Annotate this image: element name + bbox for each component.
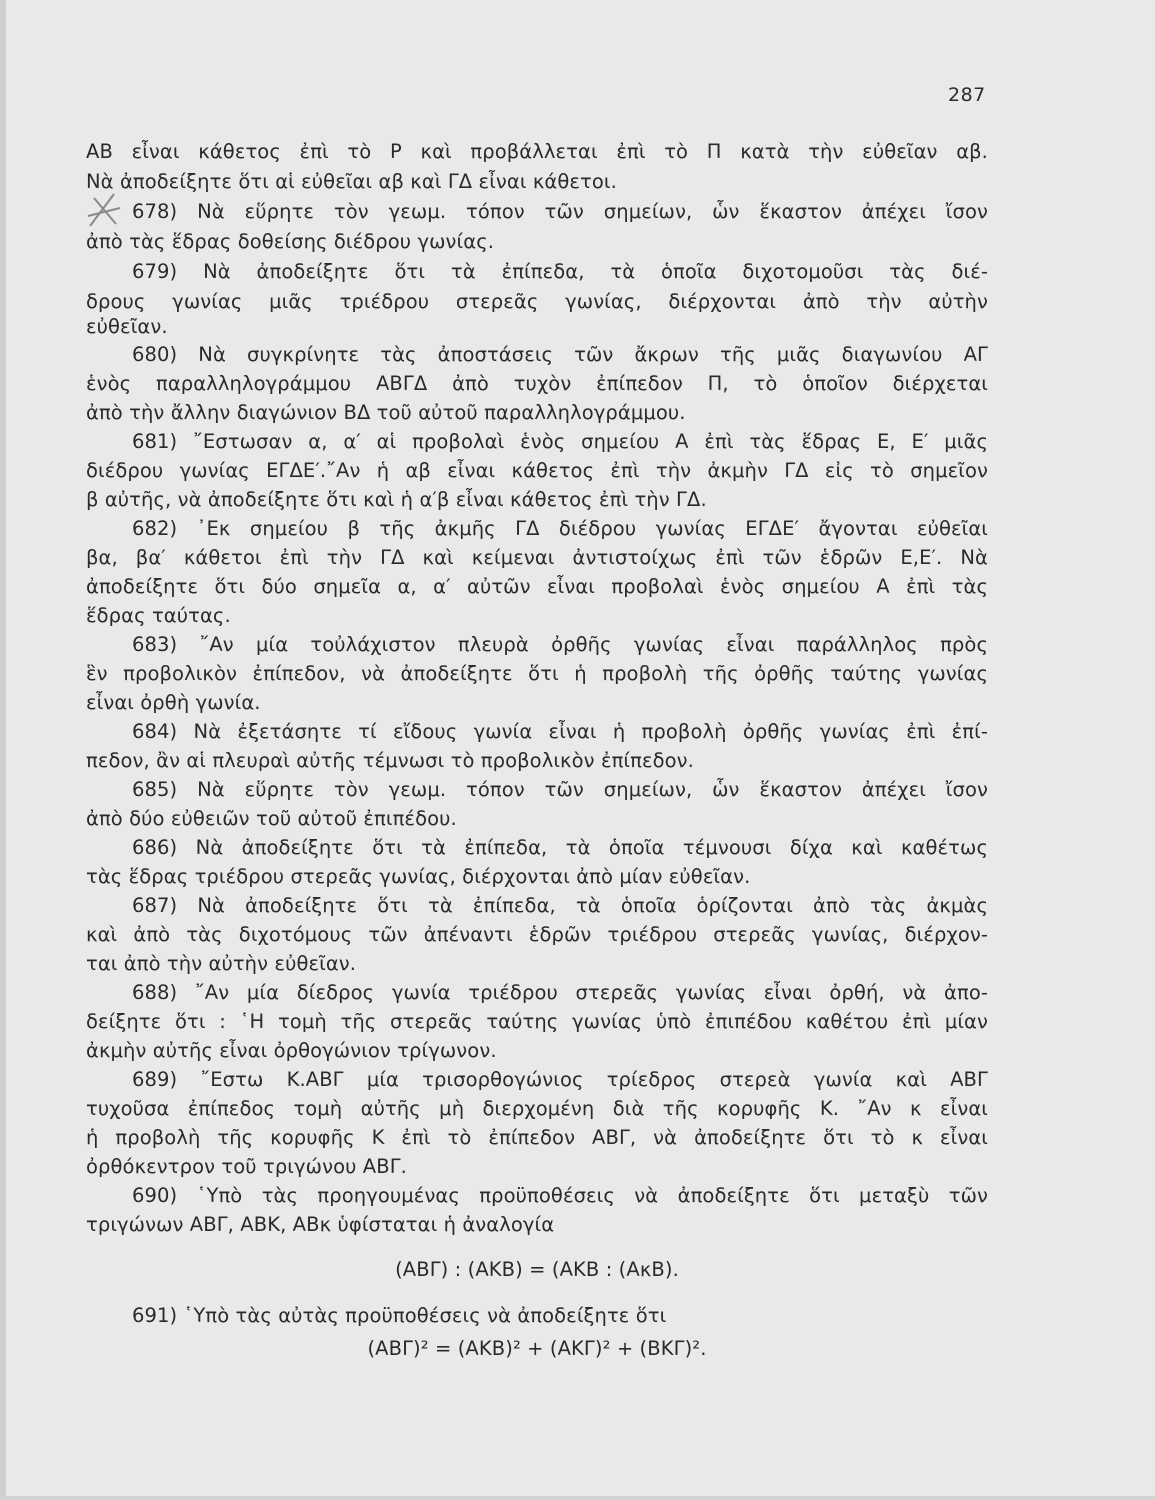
text-line: ἓν προβολικὸν ἐπίπεδον, νὰ ἀποδείξητε ὅτι ἡ προβολὴ τῆς ὀρθῆς ταύτης γωνίας [86, 662, 988, 685]
exercise-682: 682) ᾿Εκ σημείου β τῆς ἀκμῆς ΓΔ διέδρου γωνίας ΕΓΔΕ′ ἄγονται εὐθεῖαι [132, 517, 988, 540]
text-line: βα, βα′ κάθετοι ἐπὶ τὴν ΓΔ καὶ κείμεναι ἀντιστοίχως ἐπὶ τῶν ἑδρῶν Ε,Ε′. Νὰ [86, 546, 988, 569]
exercise-691: 691) ῾Υπὸ τὰς αὐτὰς προϋποθέσεις νὰ ἀποδείξητε ὅτι [132, 1304, 667, 1327]
text-line: τριγώνων ΑΒΓ, ΑΒΚ, ΑΒκ ὑφίσταται ἡ ἀναλογία [86, 1213, 555, 1236]
text-line: καὶ ἀπὸ τὰς διχοτόμους τῶν ἀπέναντι ἑδρῶν τριέδρου στερεᾶς γωνίας, διέρχον- [86, 923, 988, 946]
scan-edge-left [0, 0, 6, 1500]
exercise-683: 683) ῎Αν μία τοὐλάχιστον πλευρὰ ὀρθῆς γωνίας εἶναι παράλληλος πρὸς [132, 633, 988, 656]
text-line: εἶναι ὀρθὴ γωνία. [86, 691, 261, 714]
text-line: β αὐτῆς, νὰ ἀποδείξητε ὅτι καὶ ἡ α′β εἶναι κάθετος ἐπὶ τὴν ΓΔ. [86, 488, 707, 511]
text-line: πεδον, ἂν αἱ πλευραὶ αὐτῆς τέμνωσι τὸ προβολικὸν ἐπίπεδον. [86, 749, 694, 772]
exercise-680: 680) Νὰ συγκρίνητε τὰς ἀποστάσεις τῶν ἄκρων τῆς μιᾶς διαγωνίου ΑΓ [132, 343, 988, 366]
text-line: AB εἶναι κάθετος ἐπὶ τὸ Ρ καὶ προβάλλεται ἐπὶ τὸ Π κατὰ τὴν εὐθεῖαν αβ. [86, 140, 988, 163]
text-line: ἑνὸς παραλληλογράμμου ΑΒΓΔ ἀπὸ τυχὸν ἐπίπεδον Π, τὸ ὁποῖον διέρχεται [86, 372, 988, 395]
exercise-688: 688) ῎Αν μία δίεδρος γωνία τριέδρου στερεᾶς γωνίας εἶναι ὀρθή, νὰ ἀπο- [132, 981, 988, 1004]
exercise-686: 686) Νὰ ἀποδείξητε ὅτι τὰ ἐπίπεδα, τὰ ὁποῖα τέμνουσι δίχα καὶ καθέτως [132, 836, 988, 859]
scan-edge-bottom [0, 1496, 1155, 1500]
text-line: τυχοῦσα ἐπίπεδος τομὴ αὐτῆς μὴ διερχομένη διὰ τῆς κορυφῆς Κ. ῎Αν κ εἶναι [86, 1097, 988, 1120]
text-line: ὀρθόκεντρον τοῦ τριγώνου ΑΒΓ. [86, 1155, 407, 1178]
text-line: διέδρου γωνίας ΕΓΔΕ′.῎Αν ἡ αβ εἶναι κάθετος ἐπὶ τὴν ἀκμὴν ΓΔ εἰς τὸ σημεῖον [86, 459, 988, 482]
text-line: ἀπὸ δύο εὐθειῶν τοῦ αὐτοῦ ἐπιπέδου. [86, 807, 457, 830]
text-line: ἀπὸ τὴν ἄλλην διαγώνιον ΒΔ τοῦ αὐτοῦ παραλληλογράμμου. [86, 401, 686, 424]
exercise-689: 689) ῎Εστω Κ.ΑΒΓ μία τρισορθογώνιος τρίεδρος στερεὰ γωνία καὶ ΑΒΓ [132, 1068, 988, 1091]
exercise-679: 679) Νὰ ἀποδείξητε ὅτι τὰ ἐπίπεδα, τὰ ὁποῖα διχοτομοῦσι τὰς διέ- [132, 260, 988, 283]
text-line: ἀποδείξητε ὅτι δύο σημεῖα α, α′ αὐτῶν εἶναι προβολαὶ ἑνὸς σημείου Α ἐπὶ τὰς [86, 575, 988, 598]
text-line: ἀπὸ τὰς ἕδρας δοθείσης διέδρου γωνίας. [86, 230, 495, 253]
text-line: ἕδρας ταύτας. [86, 604, 231, 627]
text-line: εὐθεῖαν. [86, 315, 168, 338]
exercise-681: 681) ῎Εστωσαν α, α′ αἱ προβολαὶ ἑνὸς σημείου Α ἐπὶ τὰς ἕδρας Ε, Ε′ μιᾶς [132, 430, 988, 453]
text-line: ἀκμὴν αὐτῆς εἶναι ὀρθογώνιον τρίγωνον. [86, 1039, 497, 1062]
text-line: ἡ προβολὴ τῆς κορυφῆς Κ ἐπὶ τὸ ἐπίπεδον ΑΒΓ, νὰ ἀποδείξητε ὅτι τὸ κ εἶναι [86, 1126, 988, 1149]
text-line: δείξητε ὅτι : ῾Η τομὴ τῆς στερεᾶς ταύτης γωνίας ὑπὸ ἐπιπέδου καθέτου ἐπὶ μίαν [86, 1010, 988, 1033]
exercise-690: 690) ῾Υπὸ τὰς προηγουμένας προϋποθέσεις νὰ ἀποδείξητε ὅτι μεταξὺ τῶν [132, 1184, 988, 1207]
exercise-685: 685) Νὰ εὕρητε τὸν γεωμ. τόπον τῶν σημείων, ὧν ἕκαστον ἀπέχει ἴσον [132, 778, 988, 801]
exercise-684: 684) Νὰ ἐξετάσητε τί εἴδους γωνία εἶναι ἡ προβολὴ ὀρθῆς γωνίας ἐπὶ ἐπί- [132, 720, 988, 743]
text-line: δρους γωνίας μιᾶς τριέδρου στερεᾶς γωνίας, διέρχονται ἀπὸ τὴν αὐτὴν [86, 290, 988, 313]
text-line: Νὰ ἀποδείξητε ὅτι αἱ εὐθεῖαι αβ καὶ ΓΔ εἶναι κάθετοι. [86, 170, 617, 193]
formula-proportion: (ΑΒΓ) : (ΑΚΒ) = (ΑΚΒ : (ΑκΒ). [395, 1258, 679, 1281]
text-line: τὰς ἕδρας τριέδρου στερεᾶς γωνίας, διέρχονται ἀπὸ μίαν εὐθεῖαν. [86, 865, 751, 888]
formula-squares: (ΑΒΓ)² = (ΑΚΒ)² + (ΑΚΓ)² + (ΒΚΓ)². [367, 1337, 707, 1360]
page-number: 287 [948, 84, 986, 106]
exercise-687: 687) Νὰ ἀποδείξητε ὅτι τὰ ἐπίπεδα, τὰ ὁποῖα ὁρίζονται ἀπὸ τὰς ἀκμὰς [132, 894, 988, 917]
text-line: ται ἀπὸ τὴν αὐτὴν εὐθεῖαν. [86, 952, 357, 975]
exercise-678: 678) Νὰ εὕρητε τὸν γεωμ. τόπον τῶν σημείων, ὧν ἕκαστον ἀπέχει ἴσον [132, 200, 988, 223]
